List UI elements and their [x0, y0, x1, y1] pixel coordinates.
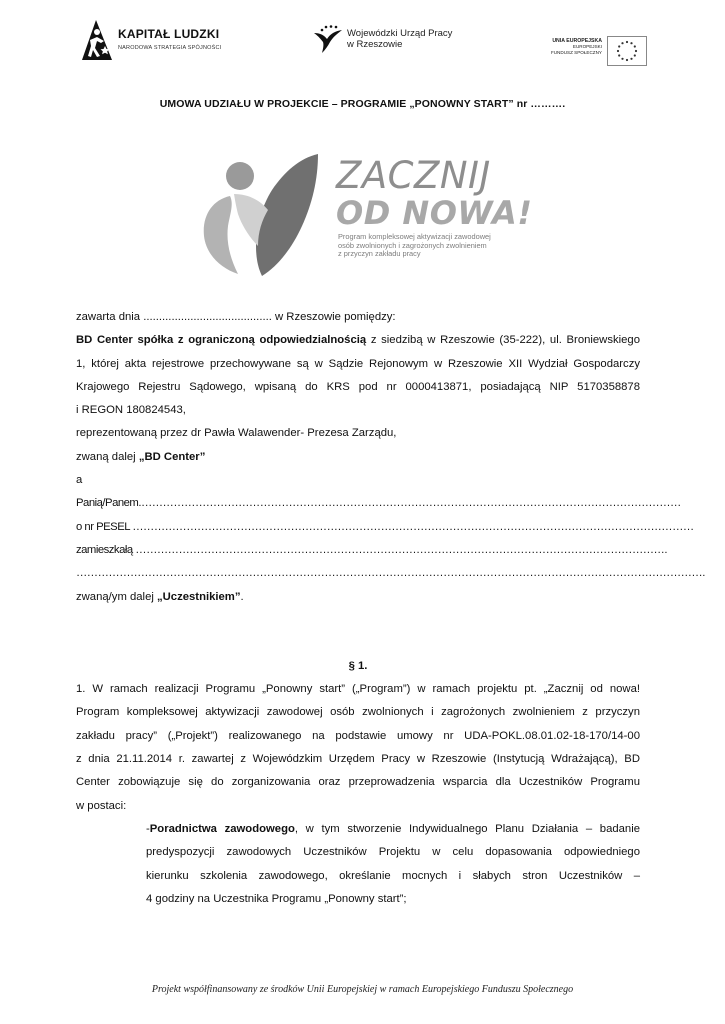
page-footer: Projekt współfinansowany ze środków Unii Europejskiej w ramach Europejskiego Funduszu Społecznego — [151, 984, 574, 995]
ue-line2: EUROPEJSKI — [572, 44, 602, 50]
kapital-ludzki-title: KAPITAŁ LUDZKI — [118, 27, 220, 41]
section-1-para-line-1: 1. W ramach realizacji Programu „Ponowny start” („Program”) w ramach projektu pt. „Zacznij od nowa! — [76, 683, 640, 696]
participant-address-field: zamieszkałą …………………………………………………………………………………………………………………………………. — [76, 543, 667, 556]
party-bd-center-line-3: Krajowego Rejestru Sądowego, wpisaną do KRS pod nr 0000413871, posiadającą NIP 5170358878 — [76, 380, 640, 393]
project-logo-description — [338, 233, 491, 259]
section-1-para-line-4: z dnia 21.11.2014 r. zawartej z Wojewódzkim Urzędem Pracy w Rzeszowie (Instytucją Wdrażającą), BD — [76, 753, 640, 766]
document-body — [76, 306, 705, 911]
ue-text — [548, 38, 602, 57]
contract-date-line: zawarta dnia ......................................... w Rzeszowie pomiędzy: — [76, 311, 396, 323]
called-prefix: zwaną dalej — [76, 450, 139, 463]
document-title: UMOWA UDZIAŁU W PROJEKCIE – PROGRAMIE „PONOWNY START” nr ………. — [159, 98, 566, 110]
called-participant-prefix: zwaną/ym dalej — [76, 590, 157, 603]
called-participant-line — [76, 586, 640, 609]
bd-center-address: z siedzibą w Rzeszowie (35-222), ul. Broniewskiego — [366, 334, 640, 347]
support-item-dash: - — [146, 822, 150, 835]
called-bd-center-line — [76, 446, 640, 469]
section-1-para-line-2: Program kompleksowej aktywizacji zawodowej osób zwolnionych i zagrożonych zwolnieniem z przyczyn — [76, 706, 640, 719]
zacznij-od-nowa-figure-icon — [200, 150, 334, 282]
wup-name — [347, 28, 452, 50]
ue-line1: UNIA EUROPEJSKA — [552, 38, 602, 44]
participant-name-field: Panią/Panem.…………………………………………………………………………………………………………………………………… — [76, 497, 681, 510]
eu-flag-icon — [607, 36, 647, 66]
party-bd-center-line-1 — [76, 329, 640, 352]
party-bd-center-line-2: 1, której akta rejestrowe przechowywane są w Sądzie Rejonowym w Rzeszowie XII Wydział Gospodarczy — [76, 357, 640, 370]
support-item-line-1 — [76, 818, 640, 841]
participant-address-field-2: …………………………………………………………………………………………………………………………………………………………. — [76, 567, 705, 580]
bd-center-alias: „BD Center” — [138, 450, 206, 463]
support-item-desc: , w tym stworzenie Indywidualnego Planu Działania – badanie — [294, 822, 640, 835]
header-logos — [0, 14, 725, 64]
support-item-title: Poradnictwa zawodowego — [149, 822, 295, 835]
bd-center-name: BD Center spółka z ograniczoną odpowiedzialnością — [76, 334, 367, 347]
project-logo-desc-1: Program kompleksowej aktywizacji zawodowej — [338, 232, 491, 241]
called-participant-suffix: . — [240, 590, 244, 603]
section-1-heading: § 1. — [348, 659, 368, 672]
wup-line2: w Rzeszowie — [347, 39, 403, 50]
participant-alias: „Uczestnikiem” — [157, 590, 241, 603]
support-item-line-4: 4 godziny na Uczestnika Programu „Ponowny start”; — [146, 892, 407, 905]
party-bd-center-line-4: i REGON 180824543, — [76, 404, 186, 417]
section-1-para-line-5: Center zobowiązuje się do zorganizowania oraz przeprowadzenia wsparcia dla Uczestników Programu — [76, 776, 640, 789]
project-logo-title-2: OD NOWA! — [336, 194, 533, 232]
project-logo-desc-3: z przyczyn zakładu pracy — [338, 249, 421, 259]
wup-bird-icon — [312, 24, 344, 56]
kapital-ludzki-subtitle: NARODOWA STRATEGIA SPÓJNOŚCI — [118, 45, 222, 51]
support-item-line-3: kierunku szkolenia zawodowego, określanie mocnych i słabych stron Uczestników – — [146, 869, 640, 882]
ue-line3: FUNDUSZ SPOŁECZNY — [550, 50, 602, 56]
participant-pesel-field: o nr PESEL ………………………………………………………………………………………………………………………………………… — [76, 520, 694, 533]
section-1-para-line-6: w postaci: — [76, 799, 127, 812]
kapital-ludzki-figure-icon — [80, 18, 114, 62]
kapital-ludzki-logo — [80, 18, 230, 62]
project-logo-title-1: ZACZNIJ — [336, 154, 491, 197]
project-logo-desc-2: osób zwolnionych i zagrożonych zwolnieniem — [338, 240, 487, 250]
section-1-para-line-3: zakładu pracy” („Projekt”) realizowanego na podstawie umowy nr UDA-POKL.08.01.02-18-170/14-00 — [76, 729, 640, 742]
wup-logo — [312, 24, 462, 60]
conjunction-a: a — [76, 474, 83, 487]
project-logo — [200, 150, 560, 282]
ue-logo — [548, 28, 648, 68]
support-item-line-2: predyspozycji zawodowych Uczestników Projektu w celu dopasowania odpowiedniego — [146, 846, 640, 859]
wup-line1: Wojewódzki Urząd Pracy — [347, 28, 453, 39]
representative-line: reprezentowaną przez dr Pawła Walawender- Prezesa Zarządu, — [76, 427, 397, 440]
